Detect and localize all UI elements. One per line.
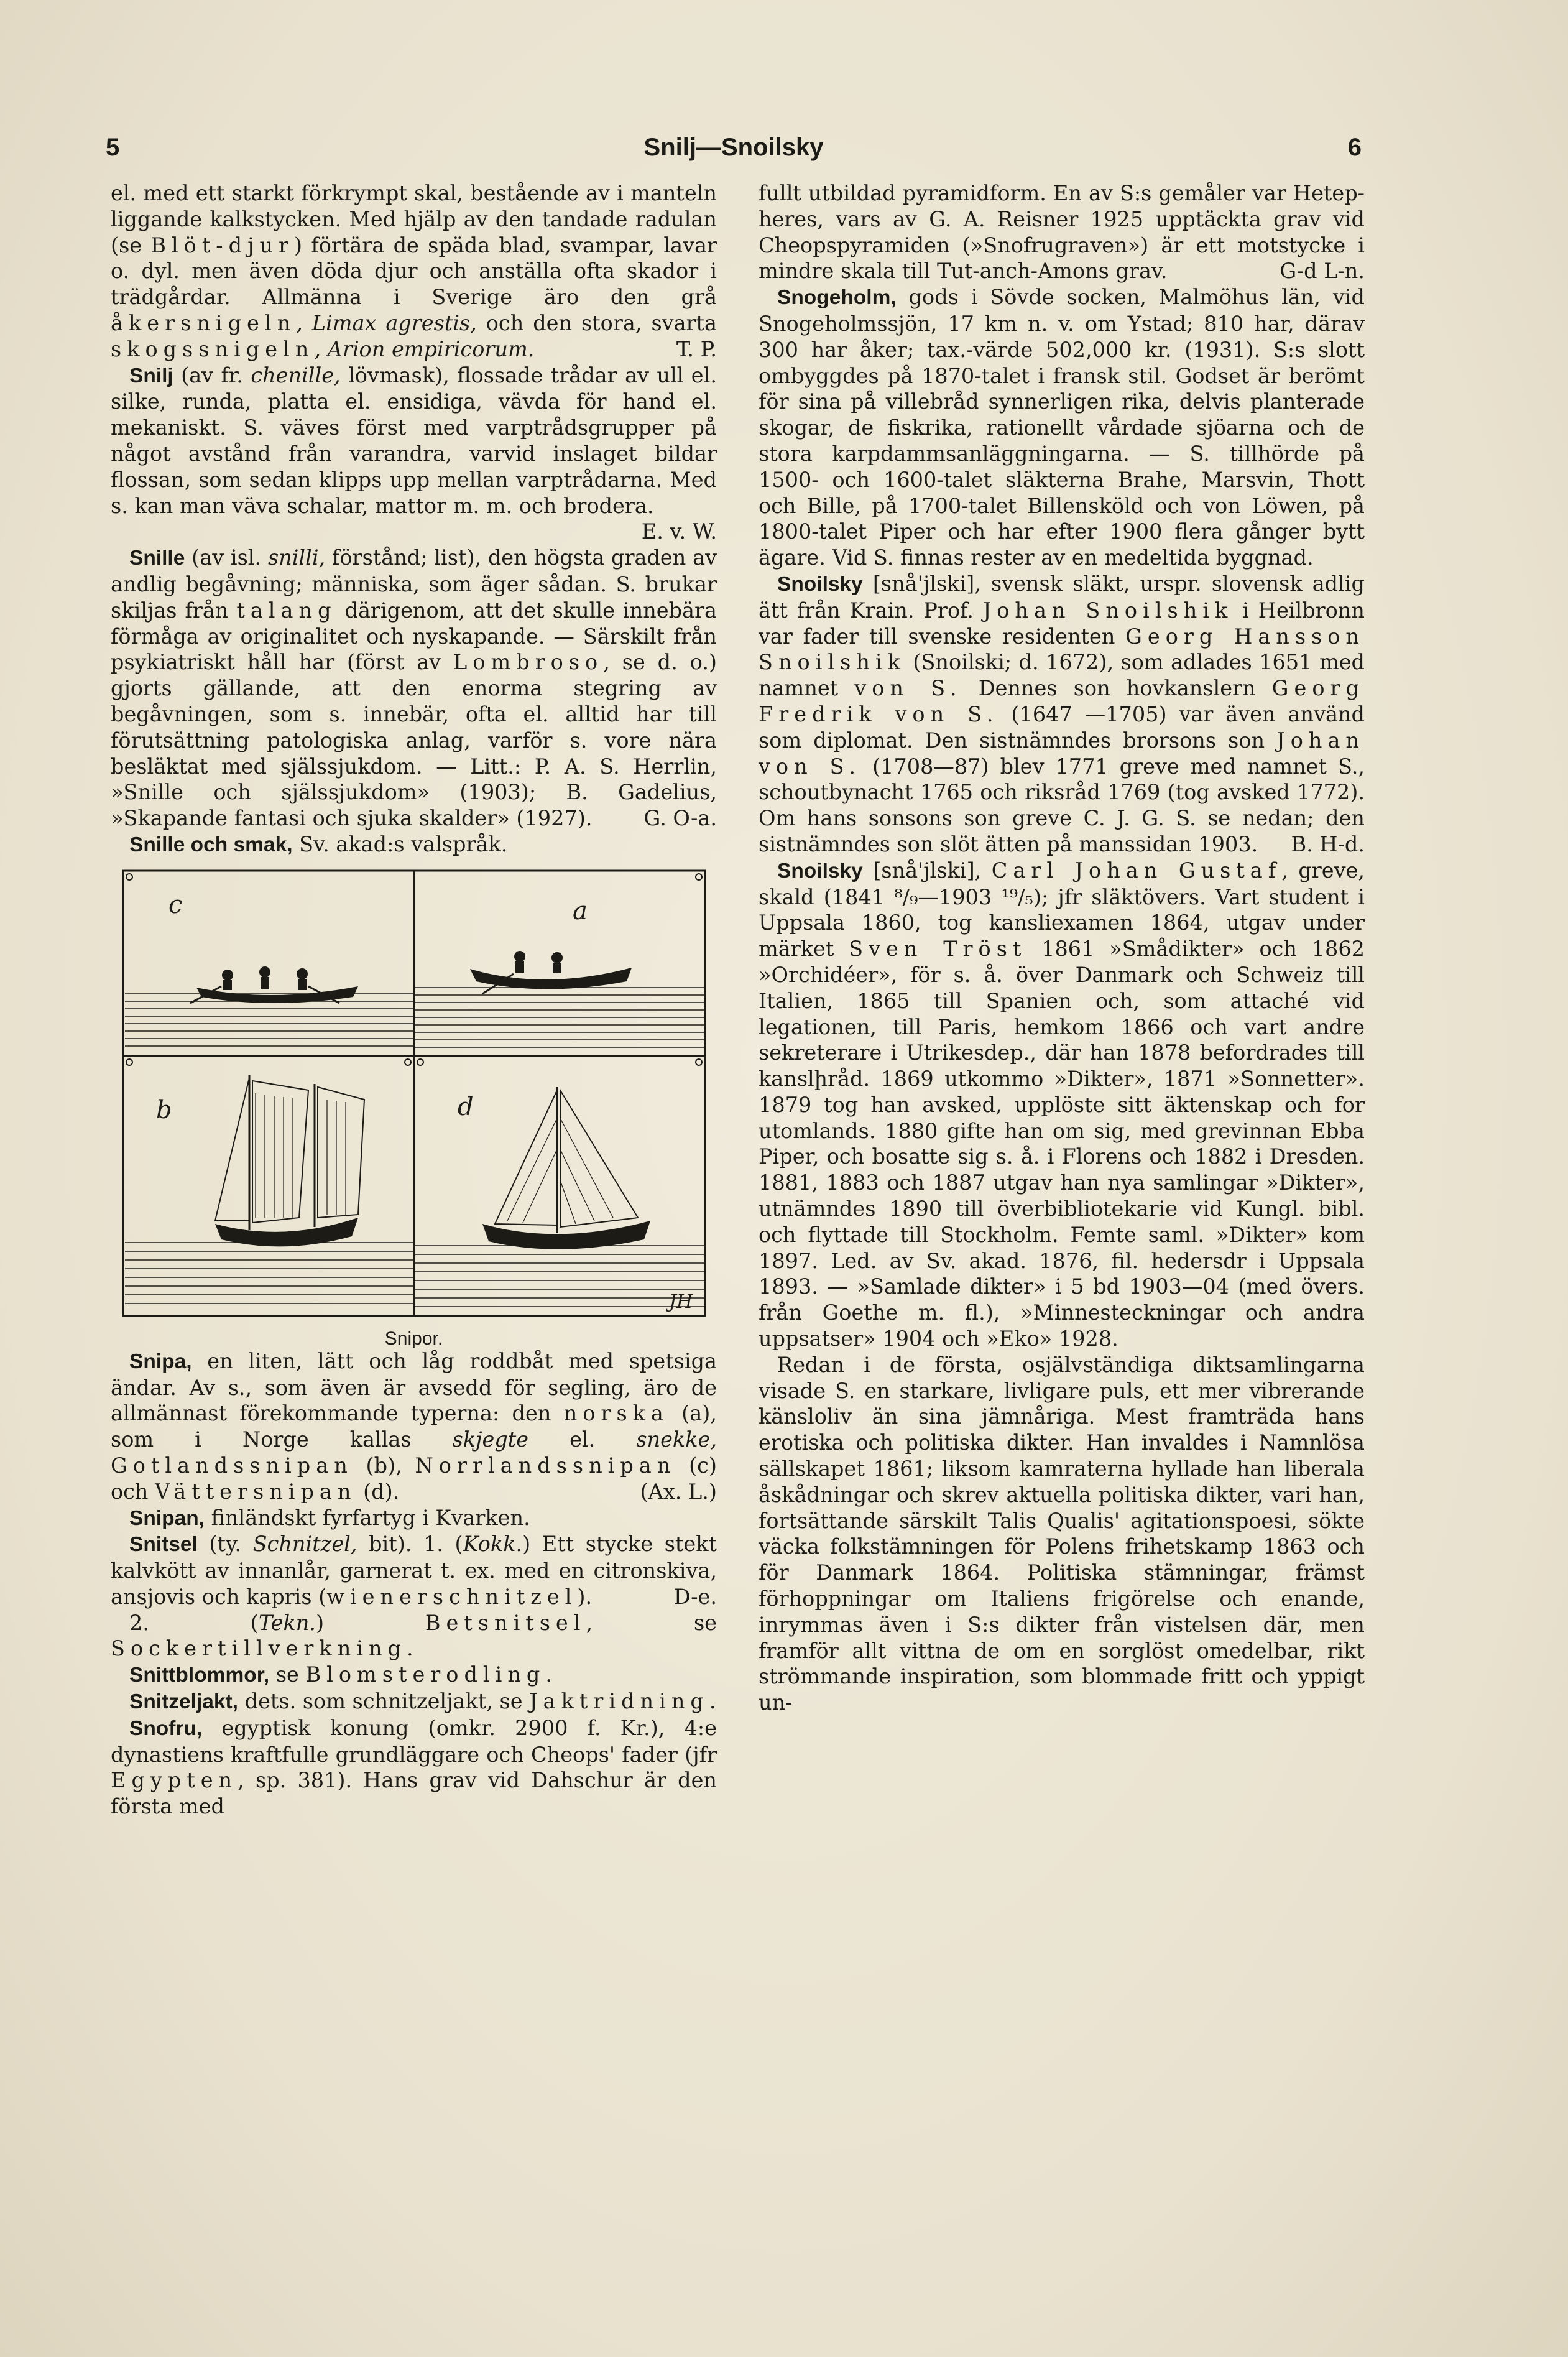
left-column bbox=[111, 180, 717, 1820]
running-title: Snilj—Snoilsky bbox=[643, 134, 824, 161]
headword: Snofru, bbox=[129, 1716, 203, 1740]
entry-snoilsky-carl-p2: Redan i de första, osjälvständiga diktsamlingarna visade S. en starkare, livligare puls, ett mer vibrerande känsloliv än sina jämnåriga. Mest framträda hans erotiska och politiska dikter. Han invaldes i Namnlösa sällskapet 1861; liksom kamraterna hyllade han liberala åskådningar och skrev aktuella politiska dikter, vari han, fortsättande särskilt Talis Qualis' agitationspoesi, sökte väcka folkstämningen för Polens frihetskamp 1863 och för Danmark 1864. Politiska stämningar, främst förhoppningar om Italiens frigörelse och enande, inrymmas även i S:s dikter från vistelsen där, men framför allt vittna de om en sorglöst omedelbar, rikt strömmande inspiration, som blommade fritt och yppigt un- bbox=[759, 1352, 1365, 1715]
figure-snipor bbox=[122, 869, 706, 1348]
headword: Snitsel bbox=[129, 1533, 198, 1557]
headword: Snipa, bbox=[129, 1350, 192, 1373]
headword: Snilj bbox=[129, 364, 173, 387]
entry-snitzeljakt: Snitzeljakt, dets. som schnitzeljakt, se Jaktridning. bbox=[129, 1689, 716, 1714]
headword: Snipan, bbox=[129, 1506, 205, 1530]
figure-label-a: a bbox=[572, 896, 588, 925]
entry-snille: Snille (av isl. snilli, förstånd; list), den högsta graden av andlig begåvning; människa, som äger sådan. S. brukar skiljas från talang därigenom, att det skulle innebära förmåga av originalitet och nyskapande. — Särskilt från psykiatriskt håll har (först av Lombroso, se d. o.) gjorts gällande, att den enorma stegring av begåvningen, som s. innebär, ofta el. alltid har till förutsättning patologiska anlag, varför s. vore nära besläktat med själssjukdom. — Litt.: P. A. S. Herrlin, »Snille och själssjukdom» (1903); B. Gadelius, »Skapande fantasi och sjuka skalder» (1927). G. O-a. bbox=[111, 545, 717, 831]
signature: D-e. bbox=[673, 1584, 717, 1609]
entry-snilj: Snilj (av fr. chenille, lövmask), flossade trådar av ull el. silke, runda, platta el. ensidiga, vävda för hand el. mekaniskt. S. väves först med varptrådsgrupper på något avstånd från varandra, varvid inslaget bildar flossan, som sedan klipps upp mellan varptrådarna. Med s. kan man väva schalar, mattor m. m. och brodera. E. v. W. bbox=[111, 363, 717, 544]
figure-label-c: c bbox=[168, 890, 182, 919]
headword: Snittblommor, bbox=[129, 1664, 270, 1687]
entry-snipan: Snipan, finländskt fyrfartyg i Kvarken. bbox=[129, 1505, 530, 1530]
signature: E. v. W. bbox=[641, 519, 717, 544]
signature: G. O-a. bbox=[643, 806, 717, 831]
signature: G-d L-n. bbox=[1280, 259, 1365, 284]
entry-snofru: Snofru, egyptisk konung (omkr. 2900 f. Kr.), 4:e dynastiens kraftfulle grundläggare och Cheops' fader (jfr Egypten, sp. 381). Hans grav vid Dahschur är den första med bbox=[111, 1715, 717, 1819]
entry-snofru-continuation: fullt utbildad pyramidform. En av S:s gemåler var Hetep-heres, vars av G. A. Reisner 1925 upptäckta grav vid Cheopspyramiden (»Snofrugraven») är ett motstycke i mindre skala till Tut-anch-Amons grav. G-d L-n. bbox=[759, 181, 1365, 284]
entry-snoilsky-family: Snoilsky [snå'jlski], svensk släkt, urspr. slovensk adlig ätt från Krain. Prof. Johan Snoilshik i Heilbronn var fader till svenske residenten Georg Hansson Snoilshik (Snoilski; d. 1672), som adlades 1651 med namnet von S. Dennes son hovkanslern Georg Fredrik von S. (1647 —1705) var även använd som diplomat. Den sistnämndes brorsons son Johan von S. (1708—87) blev 1771 greve med namnet S., schoutbynacht 1765 och riksråd 1769 (tog avsked 1772). Om hans sonsons son greve C. J. G. S. se nedan; den sistnämndes son slöt ätten på manssidan 1903. B. H-d. bbox=[759, 571, 1365, 856]
engraver-signature: JH bbox=[668, 1290, 693, 1313]
entry-snittblommor: Snittblommor, se Blomsterodling. bbox=[129, 1662, 553, 1687]
boats-illustration bbox=[122, 869, 706, 1317]
headword: Snille och smak, bbox=[129, 833, 293, 856]
signature: T. P. bbox=[676, 336, 717, 361]
signature: (Ax. L.) bbox=[640, 1479, 717, 1504]
headword: Snogeholm, bbox=[777, 286, 897, 310]
headword: Snoilsky bbox=[777, 859, 863, 882]
entry-snitsel: Snitsel (ty. Schnitzel, bit). 1. (Kokk.) Ett stycke stekt kalvkött av innanlår, garnerat t. ex. med en citronskiva, ansjovis och kapris (wienerschnitzel). D-e. bbox=[111, 1532, 717, 1609]
entry-snigel-continuation: el. med ett starkt förkrympt skal, bestående av i manteln liggande kalkstycken. Med hjälp av den tandade radulan (se Blöt-djur) förtära de späda blad, svampar, lavar o. dyl. men även döda djur och anställa ofta skador i trädgårdar. Allmänna i Sverige äro den grå åkersnigeln, Limax agrestis, och den stora, svarta skogssnigeln, Arion empiricorum. T. P. bbox=[111, 181, 717, 361]
page-number-left: 5 bbox=[106, 134, 120, 161]
panel-c-boat bbox=[125, 966, 413, 1046]
figure-label-b: b bbox=[155, 1095, 172, 1124]
figure-label-d: d bbox=[457, 1092, 474, 1121]
entry-snitsel-2: 2. (Tekn.) Betsnitsel, se Sockertillverkning. bbox=[111, 1610, 717, 1661]
right-column bbox=[759, 180, 1365, 1716]
entry-snoilsky-carl: Snoilsky [snå'jlski], Carl Johan Gustaf, greve, skald (1841 ⁸/₉—1903 ¹⁹/₅); jfr släktövers. Vart student i Uppsala 1860, tog kansliexamen 1864, utgav under märket Sven Tröst 1861 »Smådikter» och 1862 »Orchidéer», för s. å. över Danmark och Schweiz till Italien, 1865 till Spanien och, som attaché vid legationen, till Paris, hemkom 1866 och vart andre sekreterare i Utrikesdep., där han 1878 befordrades till kanslիråd. 1869 utkommo »Dikter», 1871 »Sonnetter». 1879 tog han avsked, upplöste sitt äktenskap och for utomlands. 1880 gifte han om sig, med grevinnan Ebba Piper, och bosatte sig s. å. i Florens och 1882 i Dresden. 1881, 1883 och 1887 utgav han nya samlingar »Dikter», utnämndes 1890 till överbibliotekarie vid Kungl. bibl. och flyttade till Stockholm. Femte saml. »Dikter» kom 1897. Led. av Sv. akad. 1876, fil. hedersdr i Uppsala 1893. — »Samlade dikter» i 5 bd 1903—04 (med övers. från Goethe m. fl.), »Minnesteckningar och andra uppsatser» 1904 och »Eko» 1928. bbox=[759, 858, 1365, 1351]
headword: Snitzeljakt, bbox=[129, 1690, 238, 1714]
signature: B. H-d. bbox=[1291, 831, 1365, 856]
page-number-right: 6 bbox=[1347, 134, 1362, 161]
headword: Snoilsky bbox=[777, 572, 863, 596]
entry-snogeholm: Snogeholm, gods i Sövde socken, Malmöhus län, vid Snogeholmssjön, 17 km n. v. om Ystad; 810 har, därav 300 har åker; tax.-värde 502,000 kr. (1931). S:s slott ombyggdes på 1870-talet i fransk stil. Godset är berömt för sina på villebråd synnerligen rika, delvis planterade skogar, de fiskrika, rationellt vårdade sjöarna och de stora karpdammsanläggningarna. — S. tillhörde på 1500- och 1600-talet släkterna Brahe, Marsvin, Thott och Bille, på 1700-talet Billensköld och von Löwen, på 1800-talet Piper och har efter 1900 flera gånger bytt ägare. Vid S. finnas rester av en medeltida byggnad. bbox=[759, 285, 1365, 570]
panel-a-boat bbox=[415, 951, 704, 1047]
headword: Snille bbox=[129, 547, 185, 570]
entry-snipa: Snipa, en liten, lätt och låg roddbåt med spetsiga ändar. Av s., som även är avsedd för segling, äro de allmännast förekommande typerna: den norska (a), som i Norge kallas skjegte el. snekke, Gotlandssnipan (b), Norrlandssnipan (c) och Vättersnipan (d). (Ax. L.) bbox=[111, 1348, 717, 1504]
entry-snille-och-smak: Snille och smak, Sv. akad:s valspråk. bbox=[129, 831, 508, 856]
page-header bbox=[106, 134, 1362, 171]
figure-caption: Snipor. bbox=[384, 1328, 443, 1349]
